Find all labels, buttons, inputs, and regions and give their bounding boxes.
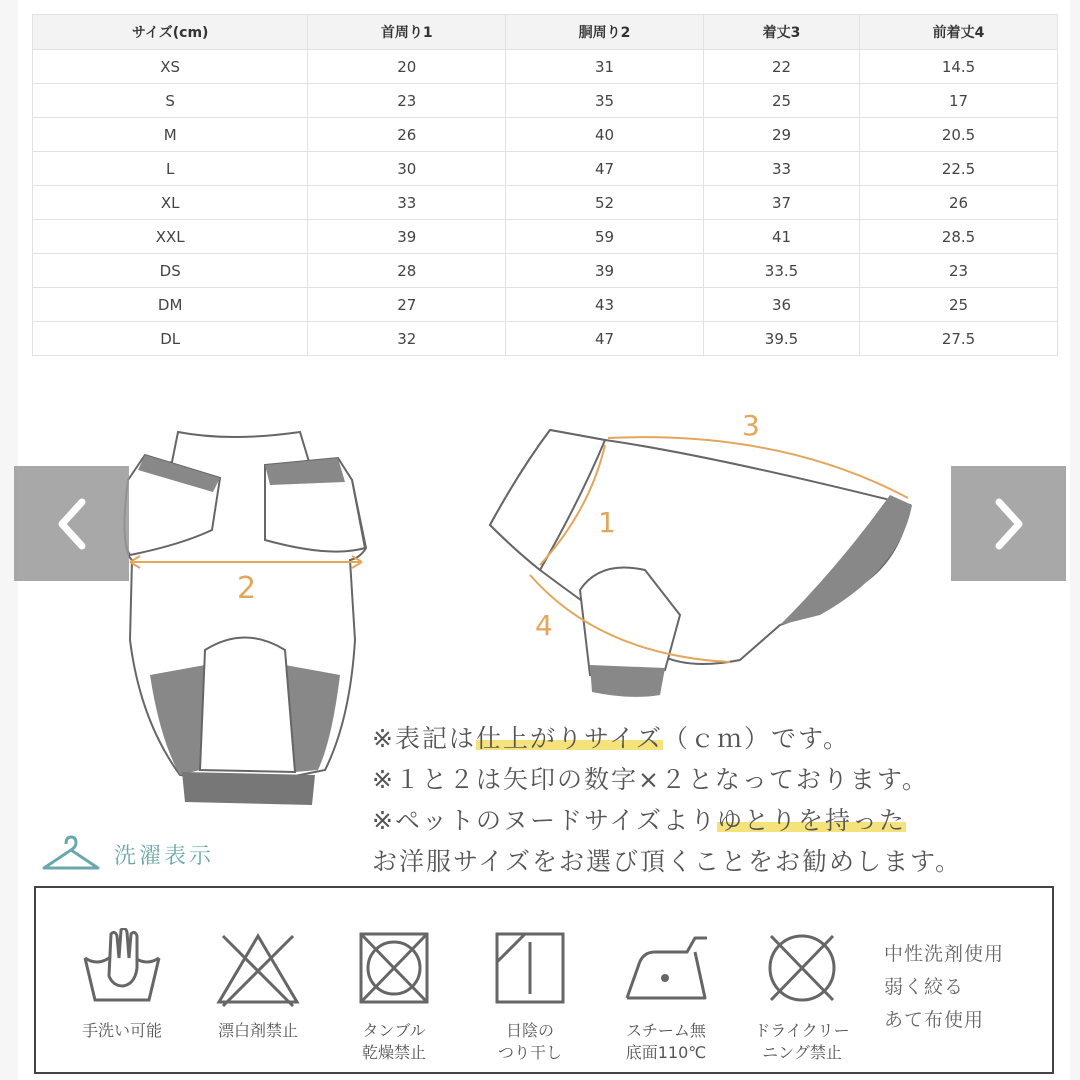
hanger-icon — [40, 834, 102, 874]
note-line-1-post: （ｃｍ）です。 — [662, 724, 850, 753]
table-cell: 26 — [308, 118, 506, 152]
table-cell: 33 — [308, 186, 506, 220]
table-cell: 32 — [308, 322, 506, 356]
care-label-shade-line-dry: 日陰の つり干し — [497, 1021, 562, 1062]
table-cell: L — [33, 152, 308, 186]
table-cell: 30 — [308, 152, 506, 186]
front-garment-diagram — [100, 420, 390, 810]
front-hem — [182, 772, 315, 805]
size-table-body — [33, 50, 1058, 356]
table-cell: 25 — [703, 84, 859, 118]
washing-title: 洗濯表示 — [114, 843, 215, 869]
prev-image-button[interactable] — [14, 466, 129, 581]
size-table-header-row — [33, 15, 1058, 50]
table-cell: 27.5 — [860, 322, 1058, 356]
note-line-1 — [372, 718, 962, 759]
chevron-right-icon — [989, 494, 1029, 554]
hand-wash-icon — [77, 928, 167, 1008]
table-cell: 33 — [703, 152, 859, 186]
table-cell: 29 — [703, 118, 859, 152]
table-cell: 23 — [308, 84, 506, 118]
front-belly-panel — [200, 638, 295, 773]
front-arrow-label: 2 — [237, 571, 257, 606]
table-cell: 43 — [506, 288, 704, 322]
care-no-bleach — [198, 928, 318, 1042]
side-leg-cuff — [590, 665, 665, 697]
care-shade-line-dry — [470, 928, 590, 1064]
table-cell: 27 — [308, 288, 506, 322]
table-cell: 31 — [506, 50, 704, 84]
note-line-1-highlight: 仕上がりサイズ — [475, 724, 663, 753]
care-label-no-bleach: 漂白剤禁止 — [217, 1021, 298, 1040]
washing-header — [40, 834, 214, 874]
table-cell: XS — [33, 50, 308, 84]
table-cell: 33.5 — [703, 254, 859, 288]
side-arrow-label-3: 3 — [742, 409, 760, 442]
note-line-4: お洋服サイズをお選び頂くことをお勧めします。 — [372, 847, 963, 876]
header-neck: 首周り1 — [308, 15, 506, 50]
table-cell: 20.5 — [860, 118, 1058, 152]
no-tumble-dry-icon — [349, 928, 439, 1008]
no-dry-clean-icon — [757, 928, 847, 1008]
table-cell: 47 — [506, 322, 704, 356]
header-size: サイズ(cm) — [33, 15, 308, 50]
table-cell: 59 — [506, 220, 704, 254]
table-row — [33, 254, 1058, 288]
table-row — [33, 186, 1058, 220]
side-arrow-label-1: 1 — [598, 506, 616, 539]
table-cell: 22 — [703, 50, 859, 84]
table-row — [33, 84, 1058, 118]
table-cell: 39.5 — [703, 322, 859, 356]
care-label-no-dry-clean: ドライクリー ニング禁止 — [754, 1021, 850, 1062]
table-cell: 23 — [860, 254, 1058, 288]
chevron-left-icon — [52, 494, 92, 554]
size-notes — [372, 718, 962, 882]
table-cell: DM — [33, 288, 308, 322]
table-cell: 22.5 — [860, 152, 1058, 186]
table-row — [33, 118, 1058, 152]
note-line-3-highlight: ゆとりを持った — [716, 806, 906, 835]
table-cell: 25 — [860, 288, 1058, 322]
table-row — [33, 50, 1058, 84]
care-no-dry-clean — [742, 928, 862, 1064]
note-line-3-pre: ※ペットのヌードサイズより — [372, 806, 717, 835]
table-cell: 17 — [860, 84, 1058, 118]
header-front-length: 前着丈4 — [860, 15, 1058, 50]
table-row — [33, 152, 1058, 186]
table-cell: 14.5 — [860, 50, 1058, 84]
table-cell: DS — [33, 254, 308, 288]
table-cell: 47 — [506, 152, 704, 186]
table-cell: DL — [33, 322, 308, 356]
table-cell: 35 — [506, 84, 704, 118]
care-hand-wash — [62, 928, 182, 1042]
care-label-hand-wash: 手洗い可能 — [81, 1021, 162, 1040]
care-note: 中性洗剤使用 弱く絞る あて布使用 — [884, 943, 1005, 1031]
care-instructions-box — [34, 886, 1054, 1074]
care-no-tumble-dry — [334, 928, 454, 1064]
table-cell: 36 — [703, 288, 859, 322]
note-line-2: ※１と２は矢印の数字×２となっております。 — [372, 765, 929, 794]
table-cell: 41 — [703, 220, 859, 254]
table-cell: 37 — [703, 186, 859, 220]
shade-line-dry-icon — [485, 928, 575, 1008]
table-row — [33, 322, 1058, 356]
table-cell: 52 — [506, 186, 704, 220]
table-cell: 39 — [308, 220, 506, 254]
side-garment-diagram — [480, 400, 920, 700]
no-bleach-icon — [213, 928, 303, 1008]
table-cell: S — [33, 84, 308, 118]
header-chest: 胴周り2 — [506, 15, 704, 50]
care-label-no-tumble-dry: タンブル 乾燥禁止 — [361, 1021, 426, 1062]
size-table — [32, 14, 1058, 356]
care-label-iron-steam-free: スチーム無 底面110℃ — [625, 1021, 707, 1062]
note-line-1-pre: ※表記は — [372, 724, 476, 753]
note-line-3 — [372, 800, 962, 841]
table-cell: XL — [33, 186, 308, 220]
care-iron-steam-free — [606, 928, 726, 1064]
table-cell: 28 — [308, 254, 506, 288]
table-row — [33, 288, 1058, 322]
table-cell: 26 — [860, 186, 1058, 220]
side-arrow-label-4: 4 — [535, 609, 553, 642]
iron-steam-free-icon — [621, 928, 711, 1008]
next-image-button[interactable] — [951, 466, 1066, 581]
header-length: 着丈3 — [703, 15, 859, 50]
table-cell: M — [33, 118, 308, 152]
table-cell: 20 — [308, 50, 506, 84]
table-cell: 40 — [506, 118, 704, 152]
table-cell: 39 — [506, 254, 704, 288]
table-cell: 28.5 — [860, 220, 1058, 254]
table-cell: XXL — [33, 220, 308, 254]
table-row — [33, 220, 1058, 254]
